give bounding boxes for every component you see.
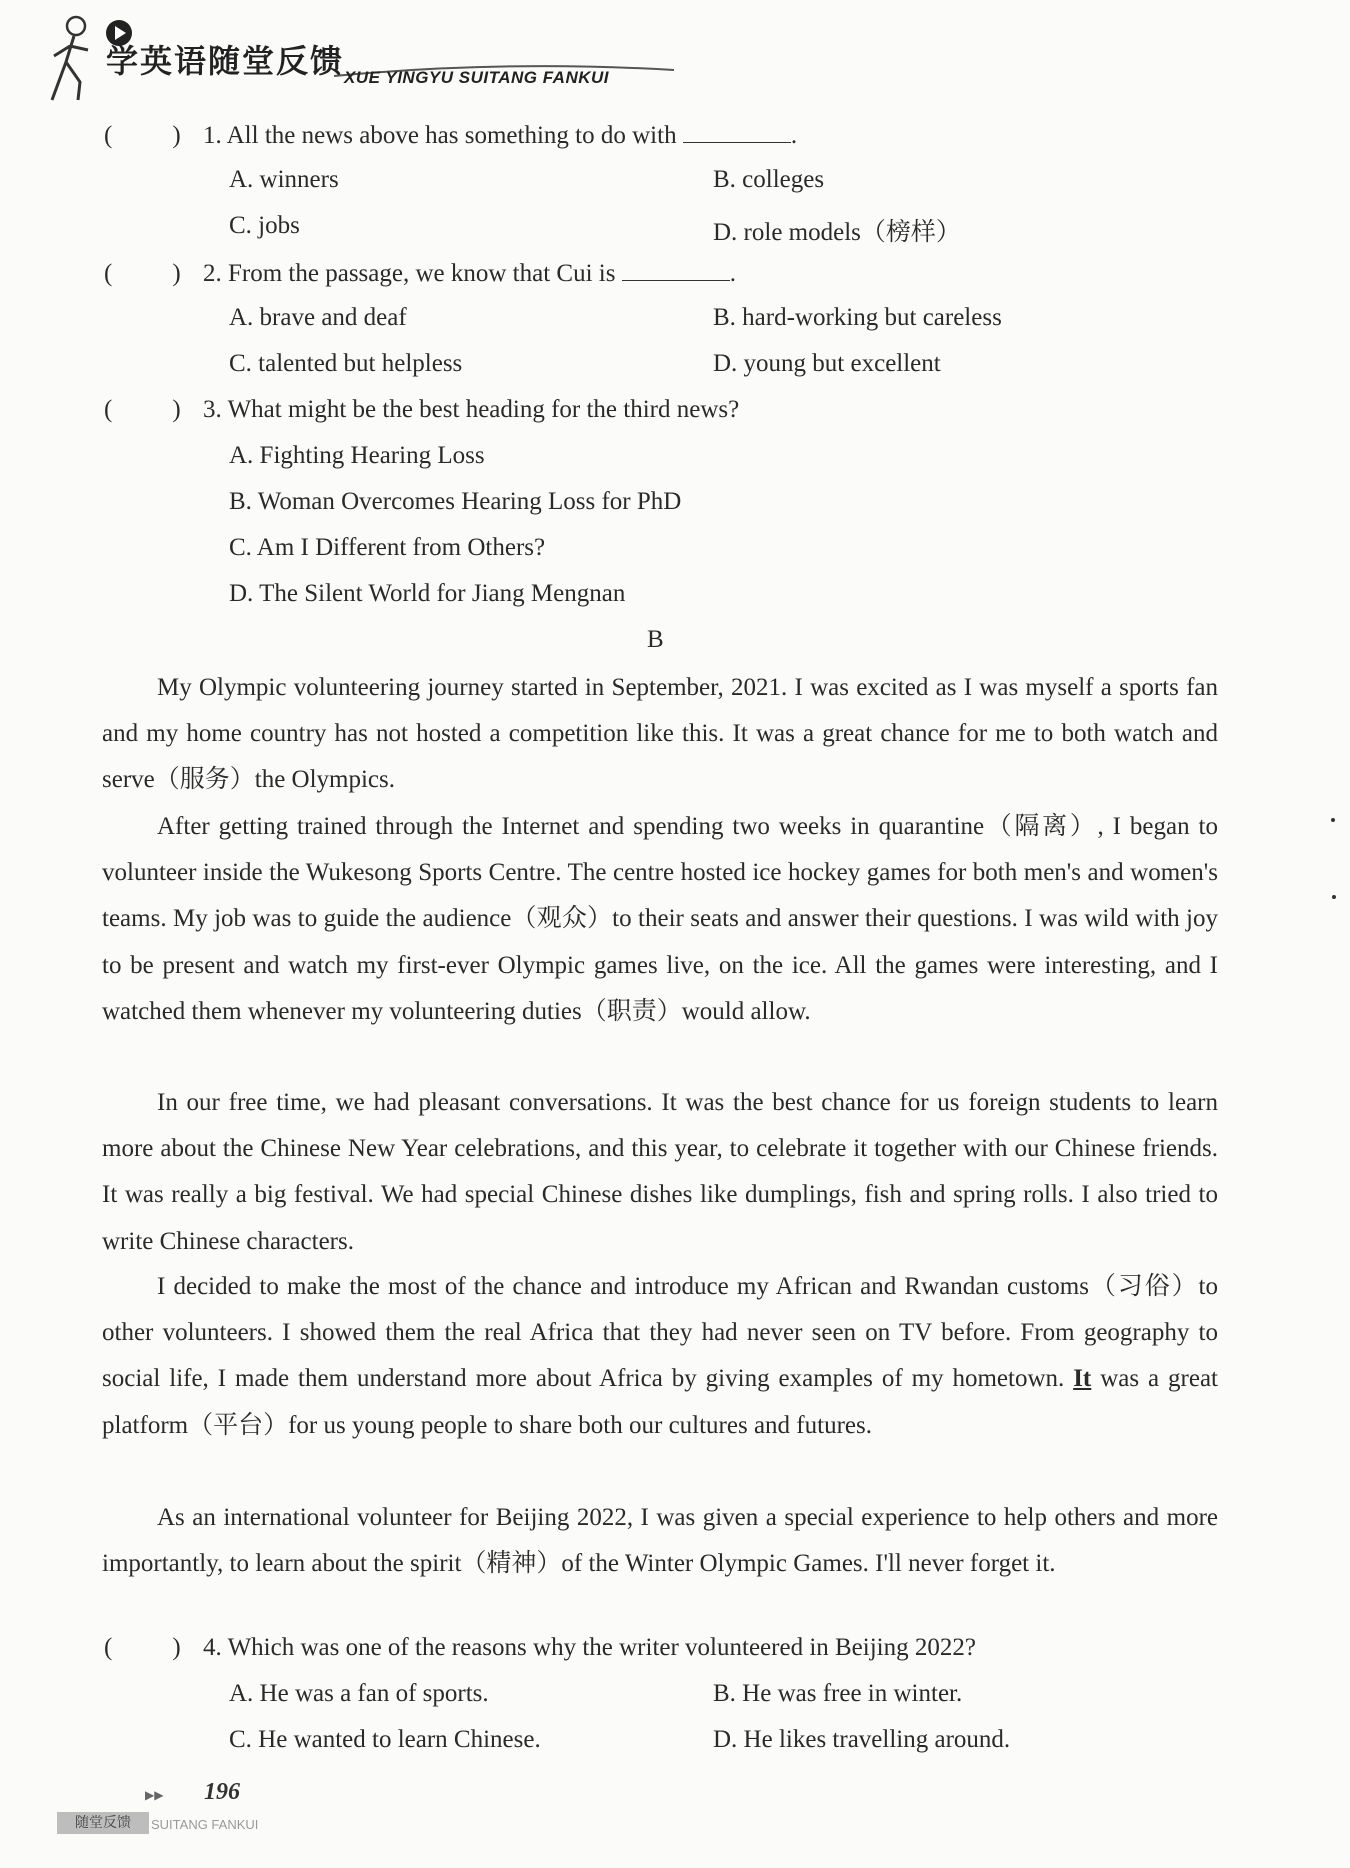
question-4: ( ) 4. Which was one of the reasons why the writer volunteered in Beijing 2022? xyxy=(104,1634,976,1661)
option-4d: D. He likes travelling around. xyxy=(713,1726,1011,1753)
passage-paragraph-1: My Olympic volunteering journey started in September, 2021. I was excited as I was myself a sports fan and my home country has not hosted a competition like this. It was a great chance for me to both watch and serve（服务）the Olympics. xyxy=(102,674,1218,794)
option-1b: B. colleges xyxy=(713,166,825,193)
option-1a: A. winners xyxy=(229,166,339,193)
page-footer xyxy=(57,1778,297,1838)
double-arrow-icon: ▶▶ xyxy=(145,1788,164,1802)
answer-blank xyxy=(622,258,730,281)
option-3c: C. Am I Different from Others? xyxy=(229,534,546,561)
option-2b: B. hard-working but careless xyxy=(713,304,1002,331)
scan-mark xyxy=(1331,818,1335,822)
option-2a: A. brave and deaf xyxy=(229,304,407,331)
answer-paren[interactable]: ( ) xyxy=(104,1634,181,1661)
footer-label-cn: 随堂反馈 xyxy=(57,1812,149,1834)
page-number: 196 xyxy=(204,1779,240,1805)
answer-paren[interactable]: ( ) xyxy=(104,122,181,149)
header-title-cn: 学英语随堂反馈 xyxy=(106,42,345,80)
option-4a: A. He was a fan of sports. xyxy=(229,1680,489,1707)
option-2c: C. talented but helpless xyxy=(229,350,463,377)
question-2: ( ) 2. From the passage, we know that Cui is . xyxy=(104,260,736,287)
header-title-en: XUE YINGYU SUITANG FANKUI xyxy=(344,68,610,87)
scan-mark xyxy=(1332,895,1336,899)
option-2d: D. young but excellent xyxy=(713,350,941,377)
passage-paragraph-4: I decided to make the most of the chance and introduce my African and Rwandan customs（习俗）to other volunteers. I showed them the real Africa that they had never seen on TV before. From geography to social life, I made them understand more about Africa by giving examples of my hometown. It was a great platform（平台）for us young people to share both our cultures and futures. xyxy=(102,1273,1218,1439)
option-1d: D. role models（榜样） xyxy=(713,219,961,246)
option-1c: C. jobs xyxy=(229,212,300,239)
answer-paren[interactable]: ( ) xyxy=(104,260,181,287)
page-header xyxy=(44,12,664,102)
option-3b: B. Woman Overcomes Hearing Loss for PhD xyxy=(229,488,682,515)
passage-paragraph-2: After getting trained through the Internet and spending two weeks in quarantine（隔离）, I began to volunteer inside the Wukesong Sports Centre. The centre hosted ice hockey games for both men's and women's teams. My job was to guide the audience（观众）to their seats and answer their questions. I was wild with joy to be present and watch my first-ever Olympic games live, on the ice. All the games were interesting, and I watched them whenever my volunteering duties（职责）would allow. xyxy=(102,813,1218,1025)
option-4c: C. He wanted to learn Chinese. xyxy=(229,1726,541,1753)
underlined-word: It xyxy=(1073,1365,1092,1393)
passage-paragraph-3: In our free time, we had pleasant conversations. It was the best chance for us foreign students to learn more about the Chinese New Year celebrations, and this year, to celebrate it together with our Chinese friends. It was really a big festival. We had special Chinese dishes like dumplings, fish and spring rolls. I also tried to write Chinese characters. xyxy=(102,1089,1218,1255)
option-3d: D. The Silent World for Jiang Mengnan xyxy=(229,580,626,607)
question-3: ( ) 3. What might be the best heading for the third news? xyxy=(104,396,740,423)
passage-paragraph-5: As an international volunteer for Beijing 2022, I was given a special experience to help others and more importantly, to learn about the spirit（精神）of the Winter Olympic Games. I'll never forget it. xyxy=(102,1504,1218,1578)
section-label: B xyxy=(647,626,664,653)
question-1: ( ) 1. All the news above has something to do with . xyxy=(104,122,798,149)
footer-label-en: SUITANG FANKUI xyxy=(151,1817,259,1832)
answer-blank xyxy=(683,120,791,143)
answer-paren[interactable]: ( ) xyxy=(104,396,181,423)
option-4b: B. He was free in winter. xyxy=(713,1680,963,1707)
option-3a: A. Fighting Hearing Loss xyxy=(229,442,485,469)
